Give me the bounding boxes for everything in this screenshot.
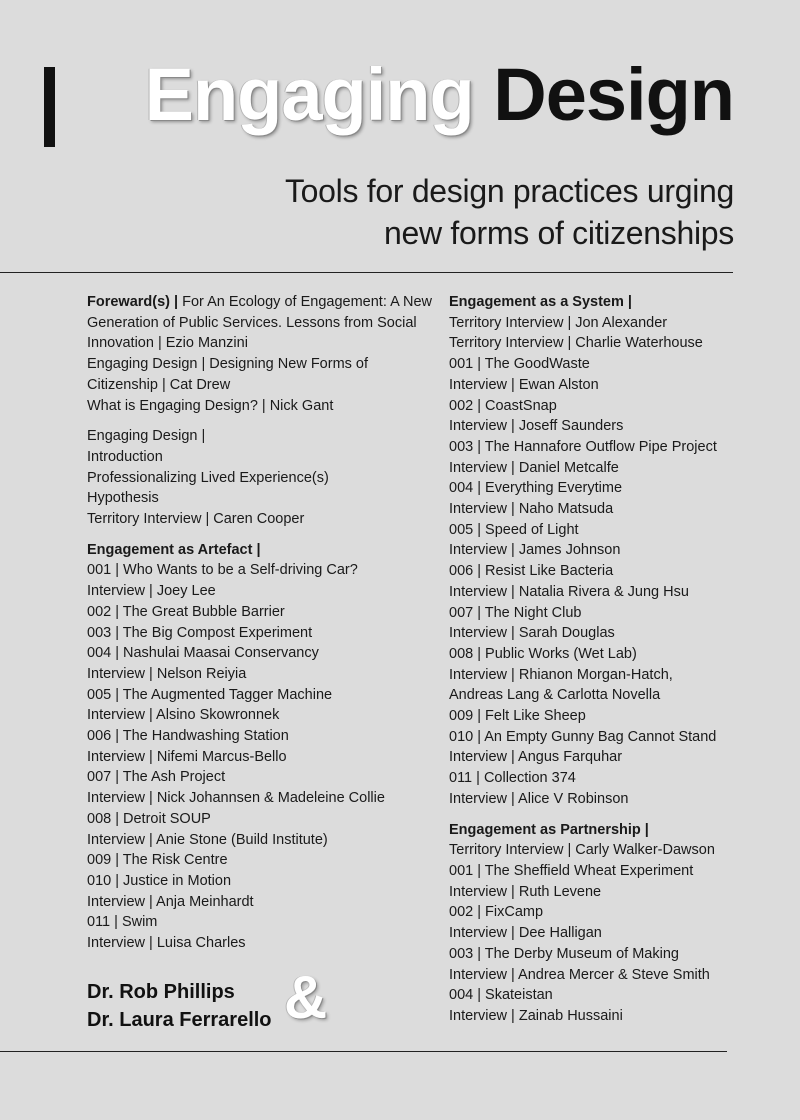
toc-entry: What is Engaging Design? | Nick Gant	[87, 397, 334, 414]
toc-entry: 001 | The GoodWaste	[449, 356, 590, 373]
toc-entry: 004 | Skateistan	[449, 987, 553, 1004]
toc-entry: 003 | The Hannafore Outflow Pipe Project	[449, 438, 717, 455]
toc-entry: 005 | The Augmented Tagger Machine	[87, 686, 333, 703]
toc-entry: 006 | Resist Like Bacteria	[449, 563, 614, 580]
toc-entry: Interview | Rhianon Morgan-Hatch,	[449, 666, 673, 683]
toc-entry: Engaging Design | Designing New Forms of Citizenship | Cat Drew	[87, 356, 369, 393]
toc-entry: 004 | Nashulai Maasai Conservancy	[87, 645, 319, 662]
toc-entry: Territory Interview | Carly Walker-Dawson	[449, 842, 715, 859]
toc-entry: 011 | Swim	[87, 914, 158, 931]
toc-entry: 002 | CoastSnap	[449, 397, 557, 414]
intro-section	[87, 426, 432, 530]
foreword-entry	[87, 292, 432, 354]
toc-entry: 008 | Detroit SOUP	[87, 810, 211, 827]
toc-entry: Interview | James Johnson	[449, 542, 621, 559]
partnership-section	[449, 840, 749, 1026]
partnership-heading: Engagement as Partnership |	[449, 821, 649, 838]
foreword-text: For An Ecology of Engagement: A New Generation of Public Services. Lessons from Social Innovation | Ezio Manzini	[87, 294, 432, 352]
toc-entry: 003 | The Big Compost Experiment	[87, 624, 313, 641]
toc-entry: Interview | Natalia Rivera & Jung Hsu	[449, 583, 689, 600]
toc-entry: Interview | Daniel Metcalfe	[449, 459, 619, 476]
toc-entry: 004 | Everything Everytime	[449, 480, 623, 497]
foreword-lines	[87, 354, 432, 416]
book-title	[144, 53, 734, 136]
toc-entry: Interview | Joseff Saunders	[449, 418, 624, 435]
toc-entry: Interview | Alice V Robinson	[449, 790, 629, 807]
toc-entry: 001 | The Sheffield Wheat Experiment	[449, 862, 694, 879]
foreword-heading: Foreward(s) |	[87, 294, 179, 310]
author-1: Dr. Rob Phillips	[87, 981, 235, 1003]
toc-entry: Interview | Anie Stone (Build Institute)	[87, 831, 328, 848]
title-design: Design	[493, 53, 734, 136]
system-section	[449, 313, 749, 810]
toc-entry: 005 | Speed of Light	[449, 521, 579, 538]
toc-entry: Interview | Sarah Douglas	[449, 625, 615, 642]
artefact-section	[87, 560, 432, 953]
bottom-divider	[0, 1051, 727, 1052]
toc-entry: Professionalizing Lived Experience(s)	[87, 469, 329, 486]
toc-entry: Engaging Design |	[87, 428, 206, 445]
toc-entry: 001 | Who Wants to be a Self-driving Car?	[87, 562, 358, 579]
toc-entry: 011 | Collection 374	[449, 770, 576, 787]
toc-entry: Interview | Ewan Alston	[449, 376, 599, 393]
toc-left-column	[87, 292, 432, 954]
subtitle-line-1: Tools for design practices urging	[284, 173, 734, 209]
authors	[87, 978, 272, 1034]
book-subtitle	[285, 170, 734, 254]
toc-entry: 002 | The Great Bubble Barrier	[87, 603, 285, 620]
toc-entry: Hypothesis	[87, 490, 159, 507]
toc-entry: 006 | The Handwashing Station	[87, 728, 289, 745]
toc-entry: Interview | Dee Halligan	[449, 925, 602, 942]
toc-entry: Interview | Zainab Hussaini	[449, 1007, 623, 1024]
toc-entry: Introduction	[87, 448, 163, 465]
toc-entry: 010 | An Empty Gunny Bag Cannot Stand	[449, 728, 717, 745]
toc-entry: 003 | The Derby Museum of Making	[449, 945, 679, 962]
toc-entry: Interview | Nelson Reiyia	[87, 665, 247, 682]
title-engaging: Engaging	[144, 53, 474, 136]
top-divider	[0, 272, 733, 273]
toc-entry: Interview | Anja Meinhardt	[87, 893, 254, 910]
toc-entry: Interview | Andrea Mercer & Steve Smith	[449, 966, 710, 983]
toc-entry: 008 | Public Works (Wet Lab)	[449, 645, 637, 662]
title-accent-bar	[44, 67, 55, 147]
toc-entry: 007 | The Night Club	[449, 604, 582, 621]
toc-entry: Territory Interview | Caren Cooper	[87, 511, 305, 528]
artefact-heading: Engagement as Artefact |	[87, 541, 261, 558]
subtitle-line-2: new forms of citizenships	[384, 215, 734, 251]
toc-entry: Interview | Joey Lee	[87, 583, 216, 600]
toc-entry: 002 | FixCamp	[449, 904, 544, 921]
toc-entry: 009 | The Risk Centre	[87, 852, 228, 869]
toc-entry: Interview | Luisa Charles	[87, 935, 246, 952]
toc-entry: Interview | Alsino Skowronnek	[87, 707, 280, 724]
toc-entry: Territory Interview | Charlie Waterhouse	[449, 335, 703, 352]
system-heading: Engagement as a System |	[449, 294, 632, 310]
ampersand-graphic: &	[284, 964, 328, 1031]
toc-entry: 007 | The Ash Project	[87, 769, 226, 786]
toc-entry: Interview | Nifemi Marcus-Bello	[87, 748, 287, 765]
toc-entry: Interview | Ruth Levene	[449, 883, 602, 900]
toc-entry: 010 | Justice in Motion	[87, 872, 232, 889]
toc-entry: Interview | Naho Matsuda	[449, 501, 614, 518]
toc-entry: 009 | Felt Like Sheep	[449, 708, 586, 725]
toc-entry: Andreas Lang & Carlotta Novella	[449, 687, 661, 704]
author-2: Dr. Laura Ferrarello	[87, 1009, 272, 1031]
toc-right-column	[449, 292, 749, 1027]
toc-entry: Interview | Nick Johannsen & Madeleine Collie	[87, 790, 385, 807]
toc-entry: Interview | Angus Farquhar	[449, 749, 623, 766]
toc-entry: Territory Interview | Jon Alexander	[449, 314, 668, 331]
